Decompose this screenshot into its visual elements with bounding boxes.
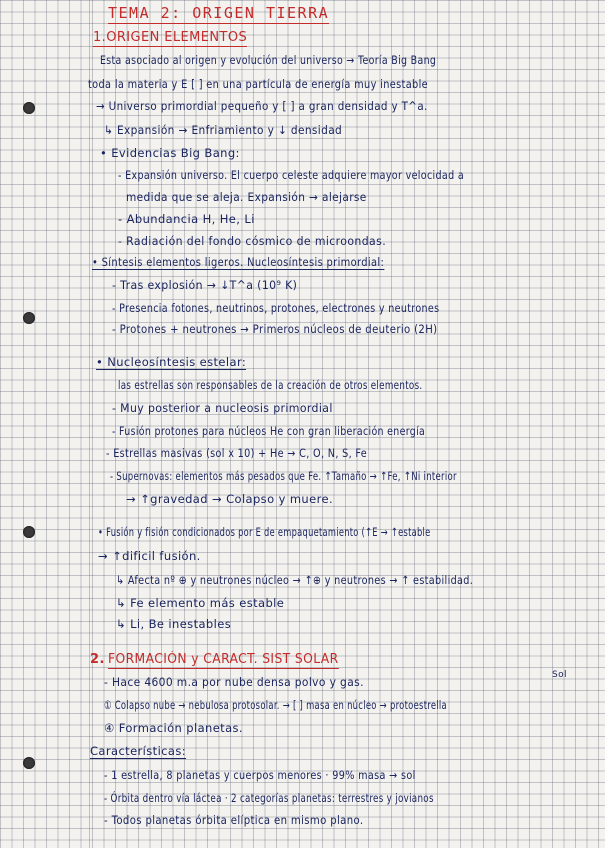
- text-line: - Protones + neutrones → Primeros núcleos de deuterio (2H): [112, 322, 438, 336]
- text-line: - Tras explosión → ↓T^a (10⁹ K): [112, 278, 298, 292]
- text-line: - Presencia fotones, neutrinos, protones, electrones y neutrones: [112, 301, 440, 315]
- text-line: Esta asociado al origen y evolución del universo → Teoría Big Bang: [100, 53, 437, 67]
- text-line: - Expansión universo. El cuerpo celeste adquiere mayor velocidad a: [118, 168, 465, 182]
- bullet-heading: • Fusión y fisión condicionados por E de empaquetamiento (↑E → ↑estable: [98, 525, 431, 539]
- text-line: - Estrellas masivas (sol x 10) + He → C, O, N, S, Fe: [106, 446, 368, 460]
- section-heading: 1.ORIGEN ELEMENTOS: [93, 30, 248, 45]
- text-line: - Hace 4600 m.a por nube densa polvo y gas.: [104, 675, 364, 689]
- text-line: - Todos planetas órbita elíptica en mismo plano.: [104, 813, 364, 827]
- text-line: ↳ Fe elemento más estable: [116, 596, 285, 610]
- binder-hole: [23, 757, 35, 769]
- text-line: - 1 estrella, 8 planetas y cuerpos menores · 99% masa → sol: [104, 768, 416, 782]
- page-title: TEMA 2: ORIGEN TIERRA: [108, 4, 330, 22]
- bullet-heading: • Evidencias Big Bang:: [100, 146, 240, 160]
- text-line: medida que se aleja. Expansión → alejarse: [126, 190, 367, 204]
- text-line: - Radiación del fondo cósmico de microondas.: [118, 234, 387, 248]
- text-line: ↳ Li, Be inestables: [116, 617, 232, 631]
- text-line: - Supernovas: elementos más pesados que Fe. ↑Tamaño → ↑Fe, ↑Ni interior: [110, 469, 457, 483]
- bullet-heading: • Nucleosíntesis estelar:: [96, 355, 247, 369]
- text-line: - Fusión protones para núcleos He con gran liberación energía: [112, 424, 426, 438]
- margin-note: Sol: [552, 670, 567, 680]
- text-line: ① Colapso nube → nebulosa protosolar. → [ ] masa en núcleo → protoestrella: [104, 698, 447, 712]
- text-line: toda la materia y E [ ] en una partícula de energía muy inestable: [88, 77, 428, 91]
- text-line: - Muy posterior a nucleosis primordial: [112, 401, 333, 415]
- text-line: - Abundancia H, He, Li: [118, 212, 255, 226]
- bullet-heading: • Síntesis elementos ligeros. Nucleosíntesis primordial:: [92, 255, 385, 269]
- text-line: → ↑dificil fusión.: [98, 549, 201, 563]
- binder-hole: [23, 526, 35, 538]
- binder-hole: [23, 102, 35, 114]
- section-number: 2.: [90, 652, 105, 667]
- section-heading: FORMACIÓN y CARACT. SIST SOLAR: [108, 652, 339, 667]
- text-line: las estrellas son responsables de la creación de otros elementos.: [118, 378, 423, 392]
- text-line: → ↑gravedad → Colapso y muere.: [126, 492, 334, 506]
- text-line: ↳ Afecta nº ⊕ y neutrones núcleo → ↑⊕ y neutrones → ↑ estabilidad.: [116, 573, 474, 587]
- margin-line: [89, 0, 90, 848]
- text-line: ↳ Expansión → Enfriamiento y ↓ densidad: [104, 123, 343, 137]
- text-line: - Órbita dentro vía láctea · 2 categorías planetas: terrestres y jovianos: [104, 791, 434, 805]
- text-line: → Universo primordial pequeño y [ ] a gran densidad y T^a.: [96, 99, 428, 113]
- subheading: Características:: [90, 744, 187, 758]
- binder-hole: [23, 312, 35, 324]
- text-line: ④ Formación planetas.: [104, 721, 243, 735]
